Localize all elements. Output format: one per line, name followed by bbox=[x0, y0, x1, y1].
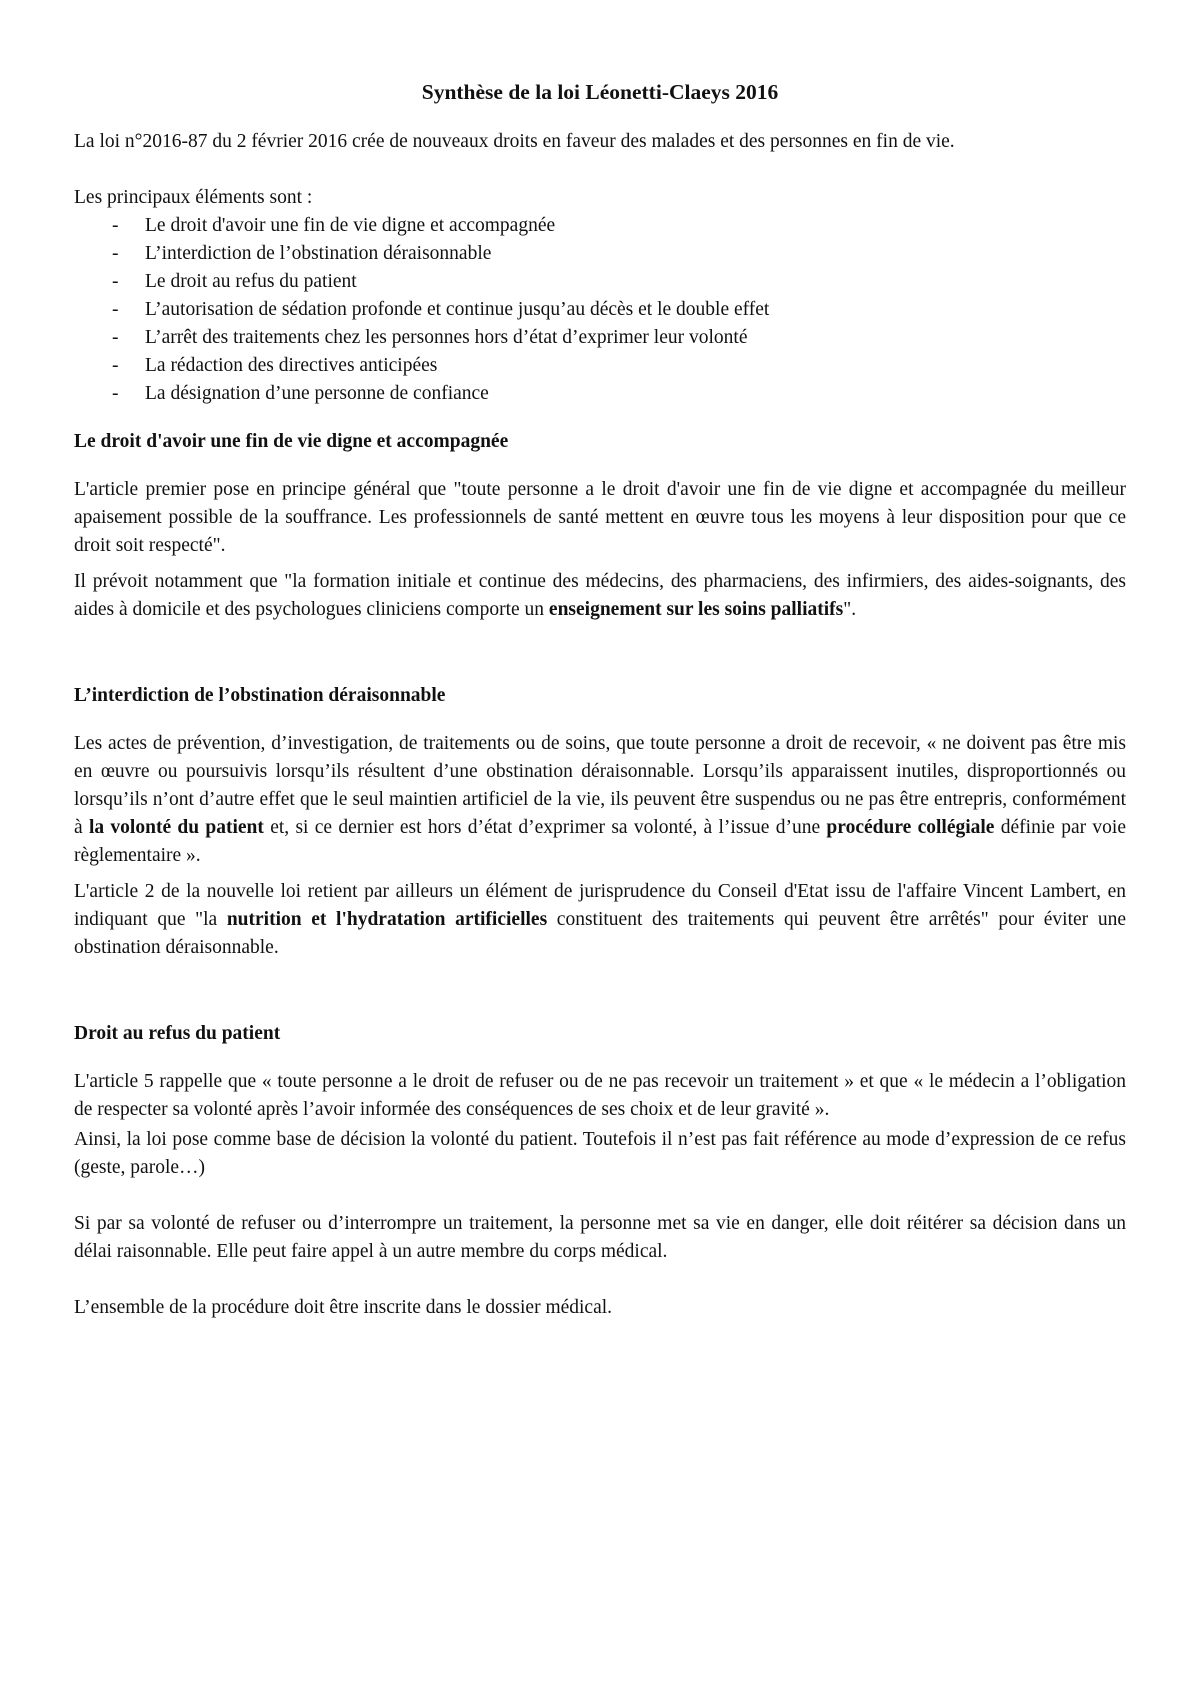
section3-paragraph-1: L'article 5 rappelle que « toute personne a le droit de refuser ou de ne pas recevoir un traitement » et que « le médecin a l’obligation de respecter sa volonté après l’avoir informée des conséquences de ses choix et de leur gravité ». bbox=[74, 1071, 1126, 1120]
bullet-dash: - bbox=[112, 243, 119, 264]
section1-paragraph-1: L'article premier pose en principe général que "toute personne a le droit d'avoir une fin de vie digne et accompagnée du meilleur apaisement possible de la souffrance. Les professionnels de santé mettent en œuvre tous les moyens à leur disposition pour que ce droit soit respecté". bbox=[74, 479, 1126, 556]
bullet-dash: - bbox=[112, 299, 119, 320]
list-item: - La rédaction des directives anticipées bbox=[74, 352, 1126, 380]
bullet-dash: - bbox=[112, 327, 119, 348]
section3-paragraph-4: L’ensemble de la procédure doit être inscrite dans le dossier médical. bbox=[74, 1297, 613, 1318]
section2-paragraph-2: L'article 2 de la nouvelle loi retient par ailleurs un élément de jurisprudence du Conseil d'Etat issu de l'affaire Vincent Lambert, en indiquant que "la nutrition et l'hydratation artificielles constituent des traitements qui peuvent être arrêtés" pour éviter une obstination déraisonnable. bbox=[74, 881, 1126, 958]
section1-paragraph-2: Il prévoit notamment que "la formation initiale et continue des médecins, des pharmaciens, des infirmiers, des aides-soignants, des aides à domicile et des psychologues cliniciens comporte un enseignement sur les soins palliatifs". bbox=[74, 571, 1126, 620]
list-item: - Le droit au refus du patient bbox=[74, 268, 1126, 296]
bullet-dash: - bbox=[112, 355, 119, 376]
section2-paragraph-1: Les actes de prévention, d’investigation, de traitements ou de soins, que toute personne a droit de recevoir, « ne doivent pas être mis en œuvre ou poursuivis lorsqu’ils résultent d’une obstination déraisonnable. Lorsqu’ils apparaissent inutiles, disproportionnés ou lorsqu’ils n’ont d’autre effet que le seul maintien artificiel de la vie, ils peuvent être suspendus ou ne pas être entrepris, conformément à la volonté du patient et, si ce dernier est hors d’état d’exprimer sa volonté, à l’issue d’une procédure collégiale définie par voie règlementaire ». bbox=[74, 733, 1126, 866]
list-lead: Les principaux éléments sont : bbox=[74, 187, 313, 208]
list-item: - La désignation d’une personne de confiance bbox=[74, 380, 1126, 408]
document-title: Synthèse de la loi Léonetti-Claeys 2016 bbox=[421, 80, 779, 104]
section-heading-obstination: L’interdiction de l’obstination déraisonnable bbox=[74, 685, 446, 706]
bullet-dash: - bbox=[112, 215, 119, 236]
list-item: - Le droit d'avoir une fin de vie digne et accompagnée bbox=[74, 212, 1126, 240]
document-page bbox=[74, 78, 1126, 1322]
section-heading-refusal: Droit au refus du patient bbox=[74, 1023, 281, 1044]
section3-paragraph-2: Ainsi, la loi pose comme base de décision la volonté du patient. Toutefois il n’est pas fait référence au mode d’expression de ce refus (geste, parole…) bbox=[74, 1129, 1126, 1178]
list-item: - L’autorisation de sédation profonde et continue jusqu’au décès et le double effet bbox=[74, 296, 1126, 324]
intro-paragraph: La loi n°2016-87 du 2 février 2016 crée de nouveaux droits en faveur des malades et des personnes en fin de vie. bbox=[74, 131, 955, 152]
bullet-dash: - bbox=[112, 383, 119, 404]
list-item: - L’interdiction de l’obstination déraisonnable bbox=[74, 240, 1126, 268]
list-item: - L’arrêt des traitements chez les personnes hors d’état d’exprimer leur volonté bbox=[74, 324, 1126, 352]
section-heading-dignity: Le droit d'avoir une fin de vie digne et accompagnée bbox=[74, 431, 509, 452]
bullet-dash: - bbox=[112, 271, 119, 292]
key-elements-list bbox=[74, 212, 1126, 408]
section3-paragraph-3: Si par sa volonté de refuser ou d’interrompre un traitement, la personne met sa vie en danger, elle doit réitérer sa décision dans un délai raisonnable. Elle peut faire appel à un autre membre du corps médical. bbox=[74, 1213, 1126, 1262]
